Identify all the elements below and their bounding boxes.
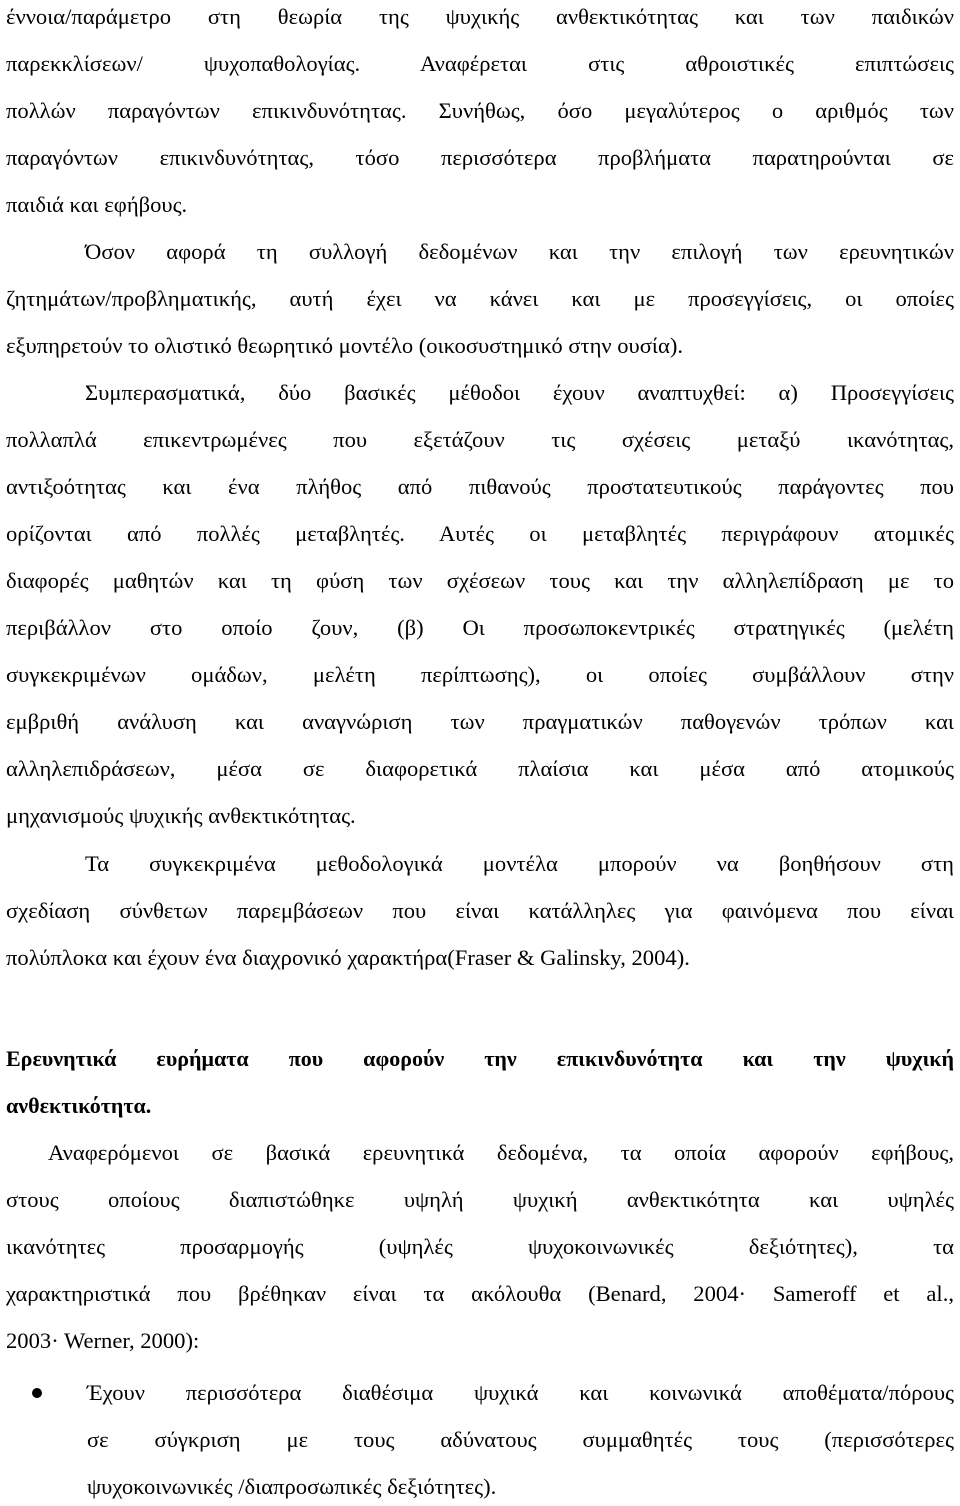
paragraph-5-line: ικανότητες προσαρμογής (υψηλές ψυχοκοινωνικές δεξιότητες), τα <box>6 1234 954 1259</box>
paragraph-1-line: παιδιά και εφήβους. <box>6 192 188 217</box>
paragraph-2-line: Όσον αφορά τη συλλογή δεδομένων και την επιλογή των ερευνητικών <box>85 239 954 264</box>
paragraph-5-line: στους οποίους διαπιστώθηκε υψηλή ψυχική ανθεκτικότητα και υψηλές <box>6 1187 954 1212</box>
paragraph-3-line: Συμπερασματικά, δύο βασικές μέθοδοι έχουν αναπτυχθεί: α) Προσεγγίσεις <box>85 380 954 405</box>
paragraph-3-line: μηχανισμούς ψυχικής ανθεκτικότητας. <box>6 803 356 828</box>
paragraph-2-line: ζητημάτων/προβληματικής, αυτή έχει να κάνει και με προσεγγίσεις, οι οποίες <box>6 286 954 311</box>
paragraph-3-line: πολλαπλά επικεντρωμένες που εξετάζουν τις σχέσεις μεταξύ ικανότητας, <box>6 427 954 452</box>
paragraph-1-line: πολλών παραγόντων επικινδυνότητας. Συνήθως, όσο μεγαλύτερος ο αριθμός των <box>6 98 954 123</box>
bullet-item-line: σε σύγκριση με τους αδύνατους συμμαθητές τους (περισσότερες <box>87 1427 954 1452</box>
paragraph-3-line: εμβριθή ανάλυση και αναγνώριση των πραγματικών παθογενών τρόπων και <box>6 709 954 734</box>
paragraph-1-line: έννοια/παράμετρο στη θεωρία της ψυχικής ανθεκτικότητας και των παιδικών <box>6 4 954 29</box>
paragraph-1-line: παραγόντων επικινδυνότητας, τόσο περισσότερα προβλήματα παρατηρούνται σε <box>6 145 954 170</box>
paragraph-3-line: αλληλεπιδράσεων, μέσα σε διαφορετικά πλαίσια και μέσα από ατομικούς <box>6 756 954 781</box>
paragraph-4-line: πολύπλοκα και έχουν ένα διαχρονικό χαρακτήρα(Fraser & Galinsky, 2004). <box>6 945 690 970</box>
paragraph-3-line: περιβάλλον στο οποίο ζουν, (β) Οι προσωποκεντρικές στρατηγικές (μελέτη <box>6 615 954 640</box>
paragraph-5-line: Αναφερόμενοι σε βασικά ερευνητικά δεδομένα, τα οποία αφορούν εφήβους, <box>48 1140 954 1165</box>
paragraph-5-line: χαρακτηριστικά που βρέθηκαν είναι τα ακόλουθα (Benard, 2004· Sameroff et al., <box>6 1281 954 1306</box>
section-heading: Ερευνητικά ευρήματα που αφορούν την επικινδυνότητα και την ψυχική <box>6 1046 954 1071</box>
bullet-item-line: Έχουν περισσότερα διαθέσιμα ψυχικά και κοινωνικά αποθέματα/πόρους <box>87 1380 954 1405</box>
bullet-item-line: ψυχοκοινωνικές /διαπροσωπικές δεξιότητες). <box>87 1474 497 1499</box>
paragraph-4-line: Τα συγκεκριμένα μεθοδολογικά μοντέλα μπορούν να βοηθήσουν στη <box>85 851 954 876</box>
paragraph-3-line: διαφορές μαθητών και τη φύση των σχέσεων τους και την αλληλεπίδραση με το <box>6 568 954 593</box>
section-heading: ανθεκτικότητα. <box>6 1093 152 1118</box>
paragraph-5-line: 2003· Werner, 2000): <box>6 1328 200 1353</box>
paragraph-1-line: παρεκκλίσεων/ ψυχοπαθολογίας. Αναφέρεται στις αθροιστικές επιπτώσεις <box>6 51 954 76</box>
paragraph-2-line: εξυπηρετούν το ολιστικό θεωρητικό μοντέλο (οικοσυστημικό στην ουσία). <box>6 333 684 358</box>
bullet-icon <box>32 1388 42 1398</box>
paragraph-3-line: συγκεκριμένων ομάδων, μελέτη περίπτωσης), οι οποίες συμβάλλουν στην <box>6 662 954 687</box>
paragraph-4-line: σχεδίαση σύνθετων παρεμβάσεων που είναι κατάλληλες για φαινόμενα που είναι <box>6 898 954 923</box>
paragraph-3-line: ορίζονται από πολλές μεταβλητές. Αυτές οι μεταβλητές περιγράφουν ατομικές <box>6 521 954 546</box>
paragraph-3-line: αντιξοότητας και ένα πλήθος από πιθανούς προστατευτικούς παράγοντες που <box>6 474 954 499</box>
